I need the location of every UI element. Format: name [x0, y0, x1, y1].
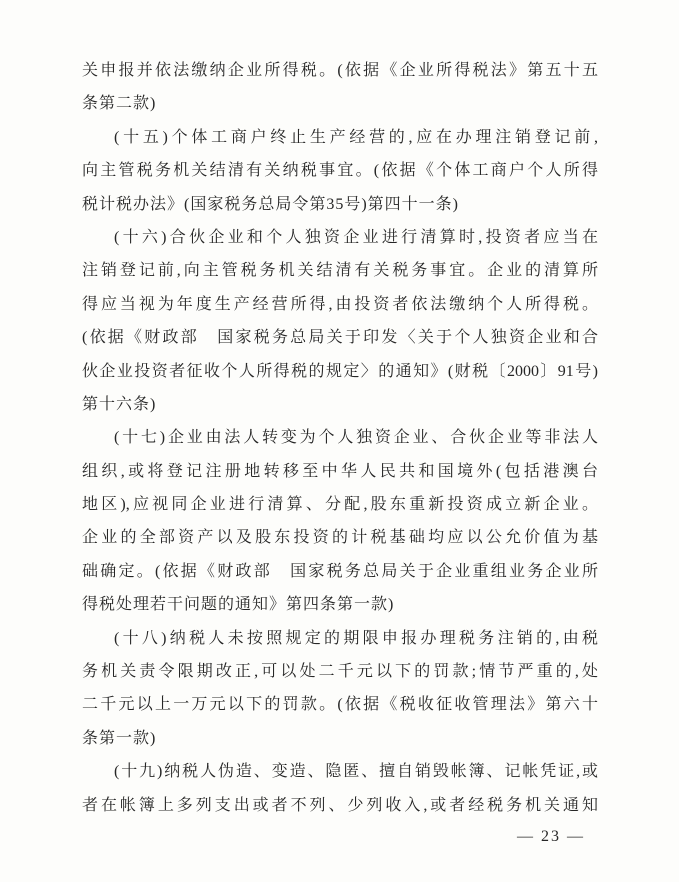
text-line: 础确定。(依据《财政部 国家税务总局关于企业重组业务企业所 [82, 562, 598, 580]
page-number: — 23 — [517, 828, 585, 845]
text-line: 企业的全部资产以及股东投资的计税基础均应以公允价值为基 [82, 529, 598, 547]
text-line: (十八)纳税人未按照规定的期限申报办理税务注销的,由税 [114, 629, 598, 647]
text-line: 税计税办法》(国家税务总局令第35号)第四十一条) [82, 195, 459, 213]
text-line: 二千元以上一万元以下的罚款。(依据《税收征收管理法》第六十 [82, 696, 598, 714]
text-line: 地区),应视同企业进行清算、分配,股东重新投资成立新企业。 [82, 496, 598, 514]
text-line: 关申报并依法缴纳企业所得税。(依据《企业所得税法》第五十五 [82, 62, 598, 79]
text-line: 得税处理若干问题的通知》第四条第一款) [82, 596, 395, 614]
text-line: 向主管税务机关结清有关纳税事宜。(依据《个体工商户个人所得 [82, 162, 598, 180]
text-line: 条第一款) [82, 729, 157, 747]
text-line: (十六)合伙企业和个人独资企业进行清算时,投资者应当在 [114, 228, 598, 246]
text-line: 务机关责令限期改正,可以处二千元以下的罚款;情节严重的,处 [82, 663, 598, 681]
text-line: (十七)企业由法人转变为个人独资企业、合伙企业等非法人 [114, 429, 598, 447]
text-line: 第十六条) [82, 395, 157, 413]
text-line: (十九)纳税人伪造、变造、隐匿、擅自销毁帐簿、记帐凭证,或 [114, 763, 598, 781]
text-line: 条第二款) [82, 95, 157, 113]
text-line: (十五)个体工商户终止生产经营的,应在办理注销登记前, [114, 128, 598, 146]
text-line: 组织,或将登记注册地转移至中华人民共和国境外(包括港澳台 [82, 462, 598, 480]
text-line: (依据《财政部 国家税务总局关于印发〈关于个人独资企业和合 [82, 329, 598, 347]
text-line: 得应当视为年度生产经营所得,由投资者依法缴纳个人所得税。 [82, 295, 598, 313]
text-line: 注销登记前,向主管税务机关结清有关税务事宜。企业的清算所 [82, 262, 598, 280]
text-line: 伙企业投资者征收个人所得税的规定〉的通知》(财税〔2000〕91号) [82, 362, 598, 380]
text-line: 者在帐簿上多列支出或者不列、少列收入,或者经税务机关通知 [82, 796, 598, 814]
document-body [82, 54, 598, 822]
